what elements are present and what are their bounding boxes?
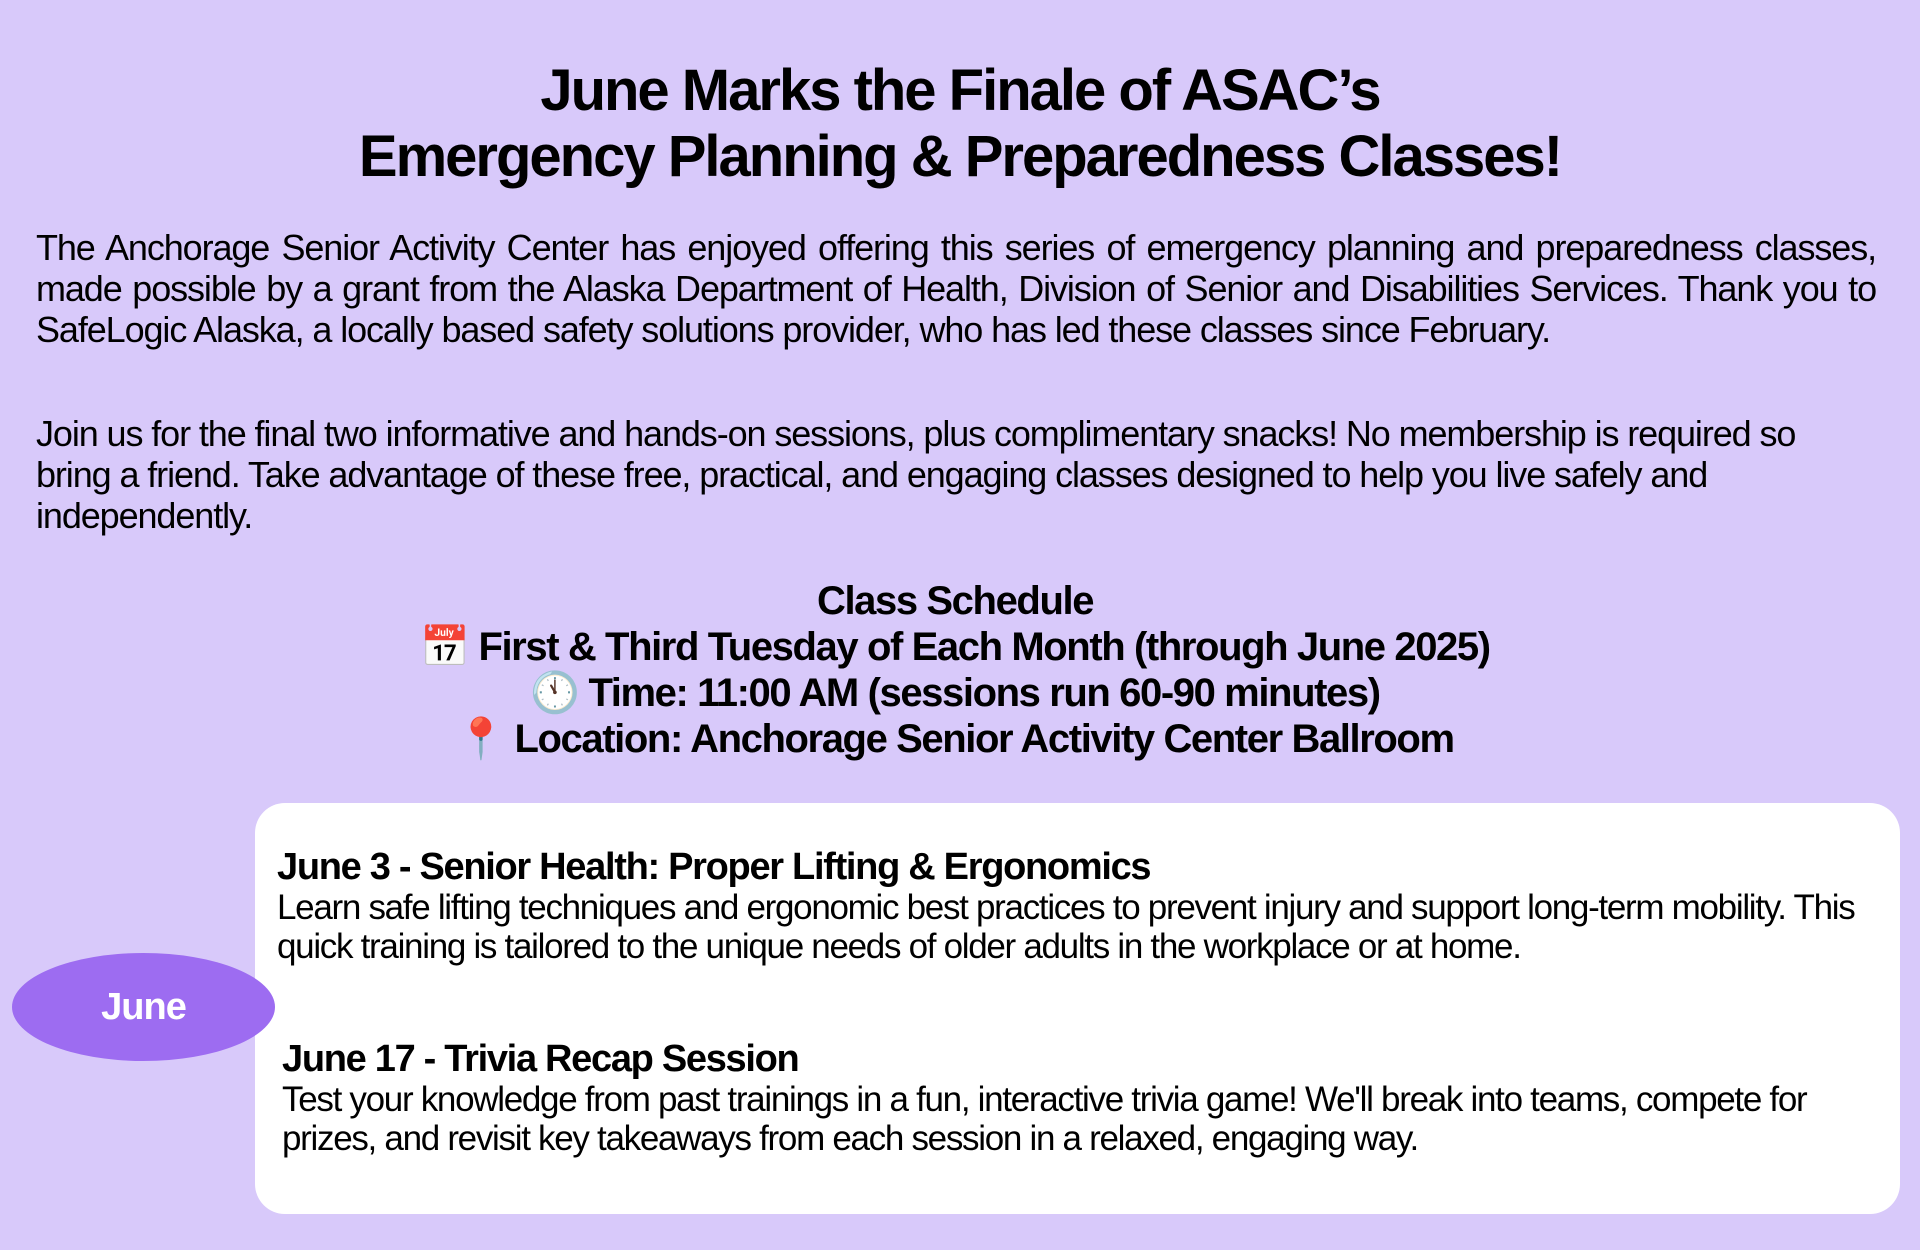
class-schedule	[320, 578, 1590, 762]
schedule-time-text: Time: 11:00 AM (sessions run 60-90 minutes)	[588, 671, 1380, 715]
schedule-dates-text: First & Third Tuesday of Each Month (through June 2025)	[478, 625, 1490, 669]
intro-paragraph-2: Join us for the final two informative and hands-on sessions, plus complimentary snacks! No membership is required so bring a friend. Take advantage of these free, practical, and engaging classes designed to help you live safely and independently.	[36, 413, 1796, 536]
calendar-icon: 📅	[420, 625, 469, 669]
bottom-border	[0, 1250, 1920, 1254]
session-description: Test your knowledge from past trainings in a fun, interactive trivia game! We'll break into teams, compete for prizes, and revisit key takeaways from each session in a relaxed, engaging way.	[282, 1080, 1807, 1158]
clock-icon: 🕚	[530, 671, 579, 715]
schedule-time	[320, 670, 1590, 716]
session-june-3	[277, 846, 1897, 966]
page-title	[0, 58, 1920, 190]
schedule-location-text: Location: Anchorage Senior Activity Center Ballroom	[514, 717, 1454, 761]
intro-paragraph-1: The Anchorage Senior Activity Center has enjoyed offering this series of emergency planning and preparedness classes, made possible by a grant from the Alaska Department of Health, Division of Senior and Disabilities Services. Thank you to SafeLogic Alaska, a locally based safety solutions provider, who has led these classes since February.	[36, 227, 1876, 350]
session-description: Learn safe lifting techniques and ergonomic best practices to prevent injury and support long-term mobility. This quick training is tailored to the unique needs of older adults in the workplace or at home.	[277, 888, 1855, 966]
session-june-17	[282, 1038, 1902, 1158]
schedule-dates	[320, 624, 1590, 670]
schedule-location	[320, 716, 1590, 762]
pin-icon: 📍	[456, 717, 505, 761]
month-badge: June	[12, 953, 275, 1061]
title-line-2: Emergency Planning & Preparedness Classes!	[358, 124, 1562, 189]
title-line-1: June Marks the Finale of ASAC’s	[540, 58, 1380, 123]
schedule-heading: Class Schedule	[816, 579, 1094, 623]
session-title: June 3 - Senior Health: Proper Lifting & Ergonomics	[277, 846, 1151, 888]
session-title: June 17 - Trivia Recap Session	[282, 1038, 799, 1080]
